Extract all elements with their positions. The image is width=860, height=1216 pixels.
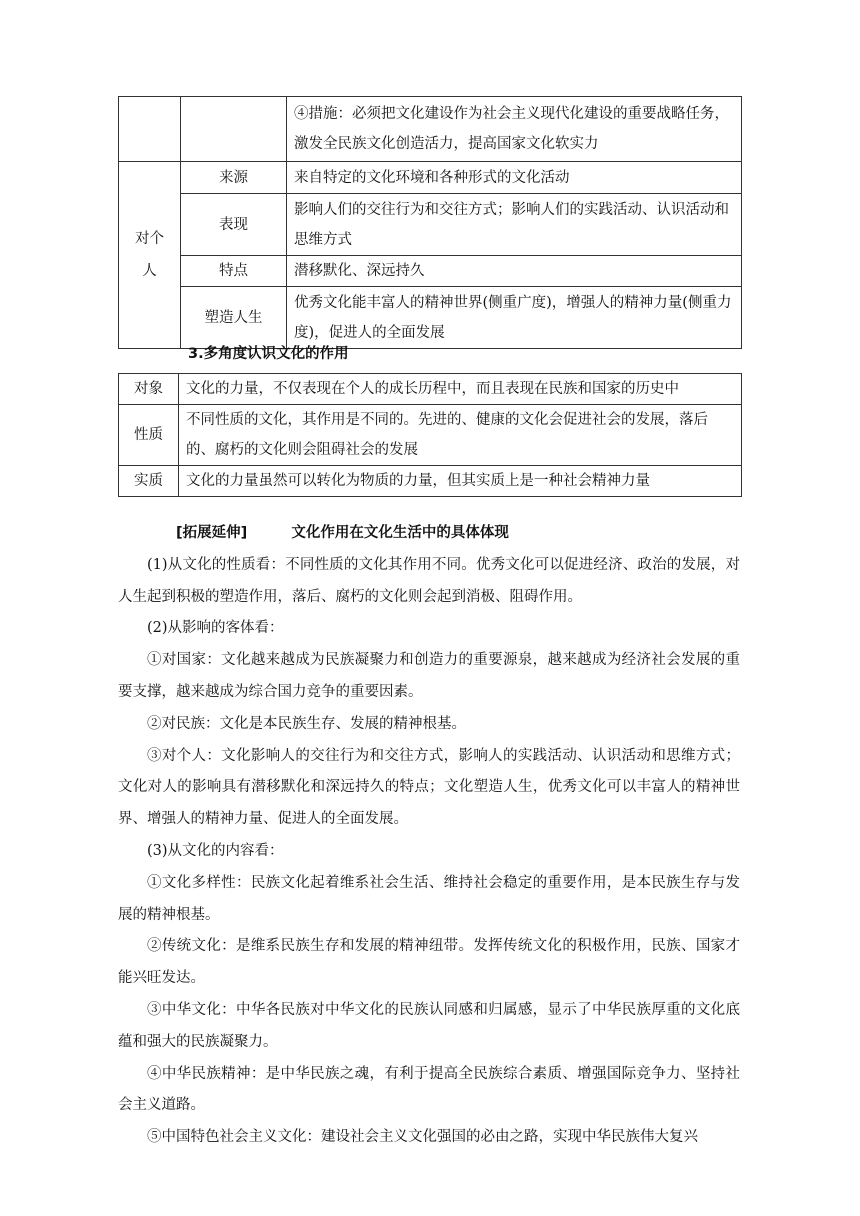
measure-cell: ④措施：必须把文化建设作为社会主义现代化建设的重要战略任务，激发全民族文化创造活力，提高国家文化软实力	[287, 97, 742, 162]
row-text: 文化的力量，不仅表现在个人的成长历程中，而且表现在民族和国家的历史中	[179, 374, 742, 405]
table-row	[119, 405, 742, 466]
row-text: 潜移默化、深远持久	[287, 256, 742, 287]
paragraph: ④中华民族精神：是中华民族之魂，有利于提高全民族综合素质、增强国际竞争力、坚持社会主义道路。	[118, 1065, 740, 1114]
extension-heading	[118, 518, 740, 550]
culture-role-table-continued	[118, 96, 742, 349]
table-row	[119, 374, 742, 405]
row-label: 对象	[119, 374, 179, 405]
paragraph: ②对民族：文化是本民族生存、发展的精神根基。	[147, 715, 466, 732]
paragraph: ③对个人：文化影响人的交往行为和交往方式，影响人的实践活动、认识活动和思维方式；文化对人的影响具有潜移默化和深远持久的特点；文化塑造人生，优秀文化可以丰富人的精神世界、增强人的精神力量、促进人的全面发展。	[118, 747, 740, 828]
table-row	[119, 466, 742, 497]
row-text: 不同性质的文化，其作用是不同的。先进的、健康的文化会促进社会的发展，落后的、腐朽的文化则会阻碍社会的发展	[179, 405, 742, 466]
paragraph: ②传统文化：是维系民族生存和发展的精神纽带。发挥传统文化的积极作用，民族、国家才能兴旺发达。	[118, 938, 740, 987]
row-text: 来自特定的文化环境和各种形式的文化活动	[287, 162, 742, 194]
group-label-individual: 对个人	[119, 162, 181, 349]
extension-section	[118, 518, 740, 1154]
paragraph: ①对国家：文化越来越成为民族凝聚力和创造力的重要源泉，越来越成为经济社会发展的重要支撑，越来越成为综合国力竞争的重要因素。	[118, 652, 740, 700]
extension-title: 文化作用在文化生活中的具体体现	[291, 525, 509, 541]
paragraph: ⑤中国特色社会主义文化：建设社会主义文化强国的必由之路，实现中华民族伟大复兴	[147, 1129, 698, 1146]
paragraph: (3)从文化的内容看：	[147, 842, 284, 859]
table-row	[119, 97, 742, 162]
paragraph: ③中华文化：中华各民族对中华文化的民族认同感和归属感，显示了中华民族厚重的文化底蕴和强大的民族凝聚力。	[118, 1001, 740, 1050]
section-heading: 3.多角度认识文化的作用	[188, 346, 349, 362]
empty-cell	[181, 97, 287, 162]
extension-tag: [拓展延伸]	[176, 525, 248, 541]
paragraph: ①文化多样性：民族文化起着维系社会生活、维持社会稳定的重要作用，是本民族生存与发展的精神根基。	[118, 874, 740, 923]
row-label: 实质	[119, 466, 179, 497]
paragraph: (1)从文化的性质看：不同性质的文化其作用不同。优秀文化可以促进经济、政治的发展，对人生起到积极的塑造作用，落后、腐朽的文化则会起到消极、阻碍作用。	[118, 556, 740, 605]
paragraph: (2)从影响的客体看：	[147, 620, 284, 637]
row-label: 塑造人生	[181, 287, 287, 349]
table-row	[119, 256, 742, 287]
empty-cell	[119, 97, 181, 162]
row-label: 性质	[119, 405, 179, 466]
row-label: 来源	[181, 162, 287, 194]
table-row	[119, 287, 742, 349]
row-text: 影响人们的交往行为和交往方式；影响人们的实践活动、认识活动和思维方式	[287, 194, 742, 256]
table-row	[119, 194, 742, 256]
table-row	[119, 162, 742, 194]
row-label: 表现	[181, 194, 287, 256]
row-text: 文化的力量虽然可以转化为物质的力量，但其实质上是一种社会精神力量	[179, 466, 742, 497]
row-text: 优秀文化能丰富人的精神世界(侧重广度)，增强人的精神力量(侧重力度)，促进人的全面发展	[287, 287, 742, 349]
culture-perspective-table	[118, 373, 742, 497]
row-label: 特点	[181, 256, 287, 287]
